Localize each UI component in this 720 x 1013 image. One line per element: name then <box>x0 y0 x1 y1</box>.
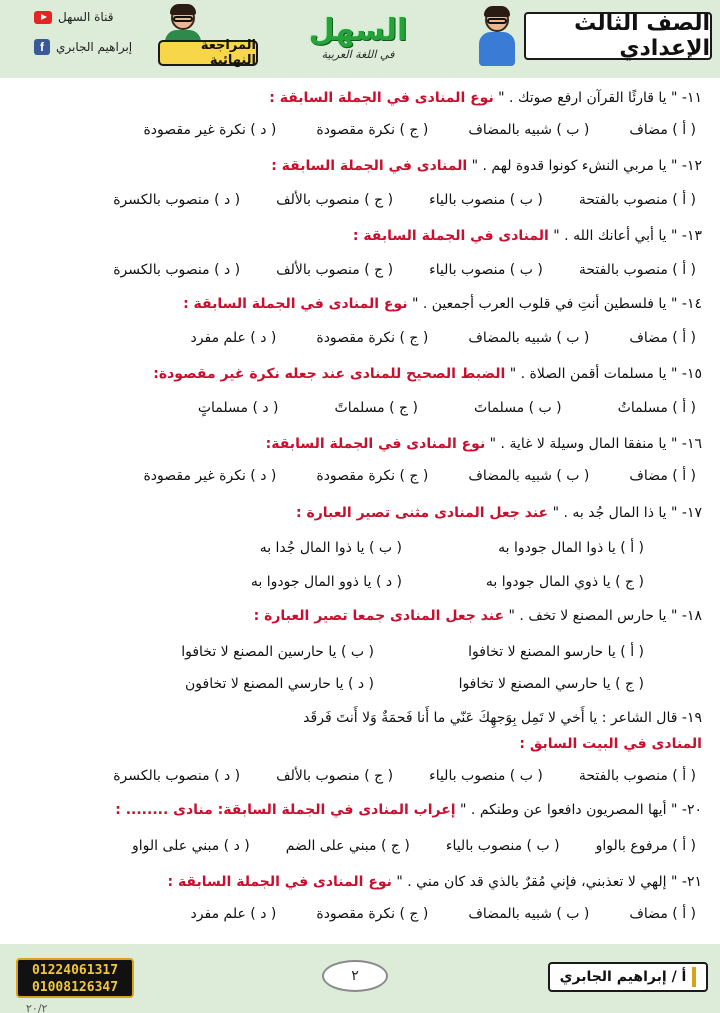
option-a[interactable]: ( أ ) مضاف <box>629 468 696 484</box>
option-b[interactable]: ( ب ) منصوب بالياء <box>445 838 560 854</box>
option-c[interactable]: ( ج ) نكرة مقصودة <box>316 906 429 922</box>
phone-2: 01008126347 <box>31 980 119 995</box>
question-18: ١٨- " يا حارس المصنع لا تخف . " عند جعل المنادى جمعا تصير العبارة : <box>253 608 702 624</box>
option-a[interactable]: ( أ ) مضاف <box>629 122 696 138</box>
channel-label: قناة السهل <box>58 10 114 24</box>
youtube-channel[interactable] <box>34 8 113 26</box>
option-b[interactable]: ( ب ) يا حارسين المصنع لا تخافوا <box>181 644 374 660</box>
option-a[interactable]: ( أ ) يا حارسو المصنع لا تخافوا <box>468 644 644 660</box>
question-16: ١٦- " يا منفقا المال وسيلة لا غاية . " نوع المنادى في الجملة السابقة: <box>265 436 702 452</box>
option-d[interactable]: ( د ) يا ذوو المال جودوا به <box>250 574 402 590</box>
option-b[interactable]: ( ب ) منصوب بالياء <box>429 262 543 278</box>
option-d[interactable]: ( د ) مبني على الواو <box>132 838 250 854</box>
phone-numbers <box>16 958 134 998</box>
option-d[interactable]: ( د ) منصوب بالكسرة <box>113 192 241 208</box>
option-c[interactable]: ( ج ) نكرة مقصودة <box>316 122 429 138</box>
options-18-row1 <box>0 644 720 664</box>
option-c[interactable]: ( ج ) مسلماتً <box>334 400 419 416</box>
option-d[interactable]: ( د ) يا حارسي المصنع لا تخافون <box>184 676 374 692</box>
options-21 <box>0 906 720 922</box>
option-b[interactable]: ( ب ) شبيه بالمضاف <box>468 122 590 138</box>
option-c[interactable]: ( ج ) منصوب بالألف <box>276 768 394 784</box>
page-footer <box>0 944 720 1013</box>
question-text: " يا قارئًا القرآن ارفع صوتك . " <box>498 90 678 106</box>
options-14 <box>0 330 720 346</box>
option-a[interactable]: ( أ ) منصوب بالفتحة <box>578 192 696 208</box>
question-19: ١٩- قال الشاعر : يا أَخي لا تَمِل بِوَجهِكَ عَنّي ما أَنا فَحمَةٌ وَلا أَنتَ فَرقَد <box>303 710 702 726</box>
option-b[interactable]: ( ب ) مسلماتَ <box>474 400 562 416</box>
option-d[interactable]: ( د ) منصوب بالكسرة <box>113 262 241 278</box>
options-17-row1 <box>0 540 720 560</box>
question-17: ١٧- " يا ذا المال جُد به . " عند جعل المنادى مثنى تصير العبارة : <box>296 505 702 521</box>
option-b[interactable]: ( ب ) منصوب بالياء <box>429 768 543 784</box>
question-15: ١٥- " يا مسلمات أقمن الصلاة . " الضبط الصحيح للمنادى عند جعله نكرة غير مقصودة: <box>153 366 702 382</box>
options-16 <box>0 468 720 484</box>
logo-subtitle: في اللغة العربية <box>321 48 395 61</box>
option-c[interactable]: ( ج ) مبني على الضم <box>285 838 410 854</box>
option-c[interactable]: ( ج ) منصوب بالألف <box>276 192 394 208</box>
option-b[interactable]: ( ب ) شبيه بالمضاف <box>468 330 590 346</box>
options-13 <box>0 262 720 278</box>
phone-1: 01224061317 <box>31 963 119 978</box>
facebook-link[interactable] <box>34 38 132 56</box>
page-header <box>0 0 720 78</box>
question-21: ٢١- " إلهي لا تعذبني، فإني مُقرٌ بالذي قد كان مني . " نوع المنادى في الجملة السابقة : <box>167 874 702 890</box>
question-11 <box>0 90 720 106</box>
question-19-prompt: المنادى في البيت السابق : <box>519 736 702 752</box>
option-c[interactable]: ( ج ) يا حارسي المصنع لا تخافوا <box>458 676 644 692</box>
option-d[interactable]: ( د ) منصوب بالكسرة <box>113 768 241 784</box>
option-b[interactable]: ( ب ) منصوب بالياء <box>429 192 543 208</box>
options-18-row2 <box>0 676 720 696</box>
options-12 <box>0 192 720 208</box>
option-b[interactable]: ( ب ) يا ذوا المال جُدا به <box>259 540 402 556</box>
options-20 <box>0 838 720 854</box>
final-review-badge: المراجعة النهائية <box>158 40 258 66</box>
question-12: ١٢- " يا مربي النشء كونوا قدوة لهم . " المنادى في الجملة السابقة : <box>271 158 702 174</box>
option-c[interactable]: ( ج ) منصوب بالألف <box>276 262 394 278</box>
option-a[interactable]: ( أ ) مضاف <box>629 906 696 922</box>
options-19 <box>0 768 720 784</box>
author-name: أ / إبراهيم الجابري <box>559 969 687 985</box>
student-character-icon <box>474 6 520 66</box>
option-c[interactable]: ( ج ) يا ذوي المال جودوا به <box>485 574 644 590</box>
option-b[interactable]: ( ب ) شبيه بالمضاف <box>468 906 590 922</box>
question-prompt: نوع المنادى في الجملة السابقة : <box>269 90 494 106</box>
option-a[interactable]: ( أ ) منصوب بالفتحة <box>578 262 696 278</box>
date-stamp: ٢٠/٢ <box>26 1002 48 1013</box>
option-a[interactable]: ( أ ) مسلماتُ <box>617 400 696 416</box>
facebook-icon: f <box>34 39 50 55</box>
options-17-row2 <box>0 574 720 594</box>
question-13: ١٣- " يا أبي أعانك الله . " المنادى في الجملة السابقة : <box>352 228 702 244</box>
author-badge <box>548 962 708 992</box>
option-c[interactable]: ( ج ) نكرة مقصودة <box>316 330 429 346</box>
question-20: ٢٠- " أيها المصريون دافعوا عن وطنكم . " إعراب المنادى في الجملة السابقة: منادى ........ : <box>115 802 702 818</box>
option-d[interactable]: ( د ) نكرة غير مقصودة <box>143 468 277 484</box>
option-d[interactable]: ( د ) نكرة غير مقصودة <box>143 122 277 138</box>
option-d[interactable]: ( د ) علم مفرد <box>190 330 277 346</box>
option-d[interactable]: ( د ) علم مفرد <box>190 906 277 922</box>
question-number: ١١- <box>681 90 702 106</box>
facebook-label: إبراهيم الجابري <box>56 40 133 54</box>
grade-title: الصف الثالث الإعدادي <box>524 12 712 60</box>
option-b[interactable]: ( ب ) شبيه بالمضاف <box>468 468 590 484</box>
logo-title: السهل <box>308 13 408 48</box>
option-a[interactable]: ( أ ) يا ذوا المال جودوا به <box>498 540 644 556</box>
option-d[interactable]: ( د ) مسلماتٍ <box>197 400 279 416</box>
question-14: ١٤- " يا فلسطين أنتِ في قلوب العرب أجمعين . " نوع المنادى في الجملة السابقة : <box>183 296 702 312</box>
youtube-icon <box>34 11 52 24</box>
option-a[interactable]: ( أ ) مرفوع بالواو <box>595 838 696 854</box>
page-number: ٢ <box>322 960 388 992</box>
options-11 <box>0 122 720 138</box>
option-a[interactable]: ( أ ) مضاف <box>629 330 696 346</box>
brand-logo <box>298 14 418 64</box>
author-bar-icon <box>692 967 696 987</box>
option-c[interactable]: ( ج ) نكرة مقصودة <box>316 468 429 484</box>
option-a[interactable]: ( أ ) منصوب بالفتحة <box>578 768 696 784</box>
options-15 <box>0 400 720 416</box>
